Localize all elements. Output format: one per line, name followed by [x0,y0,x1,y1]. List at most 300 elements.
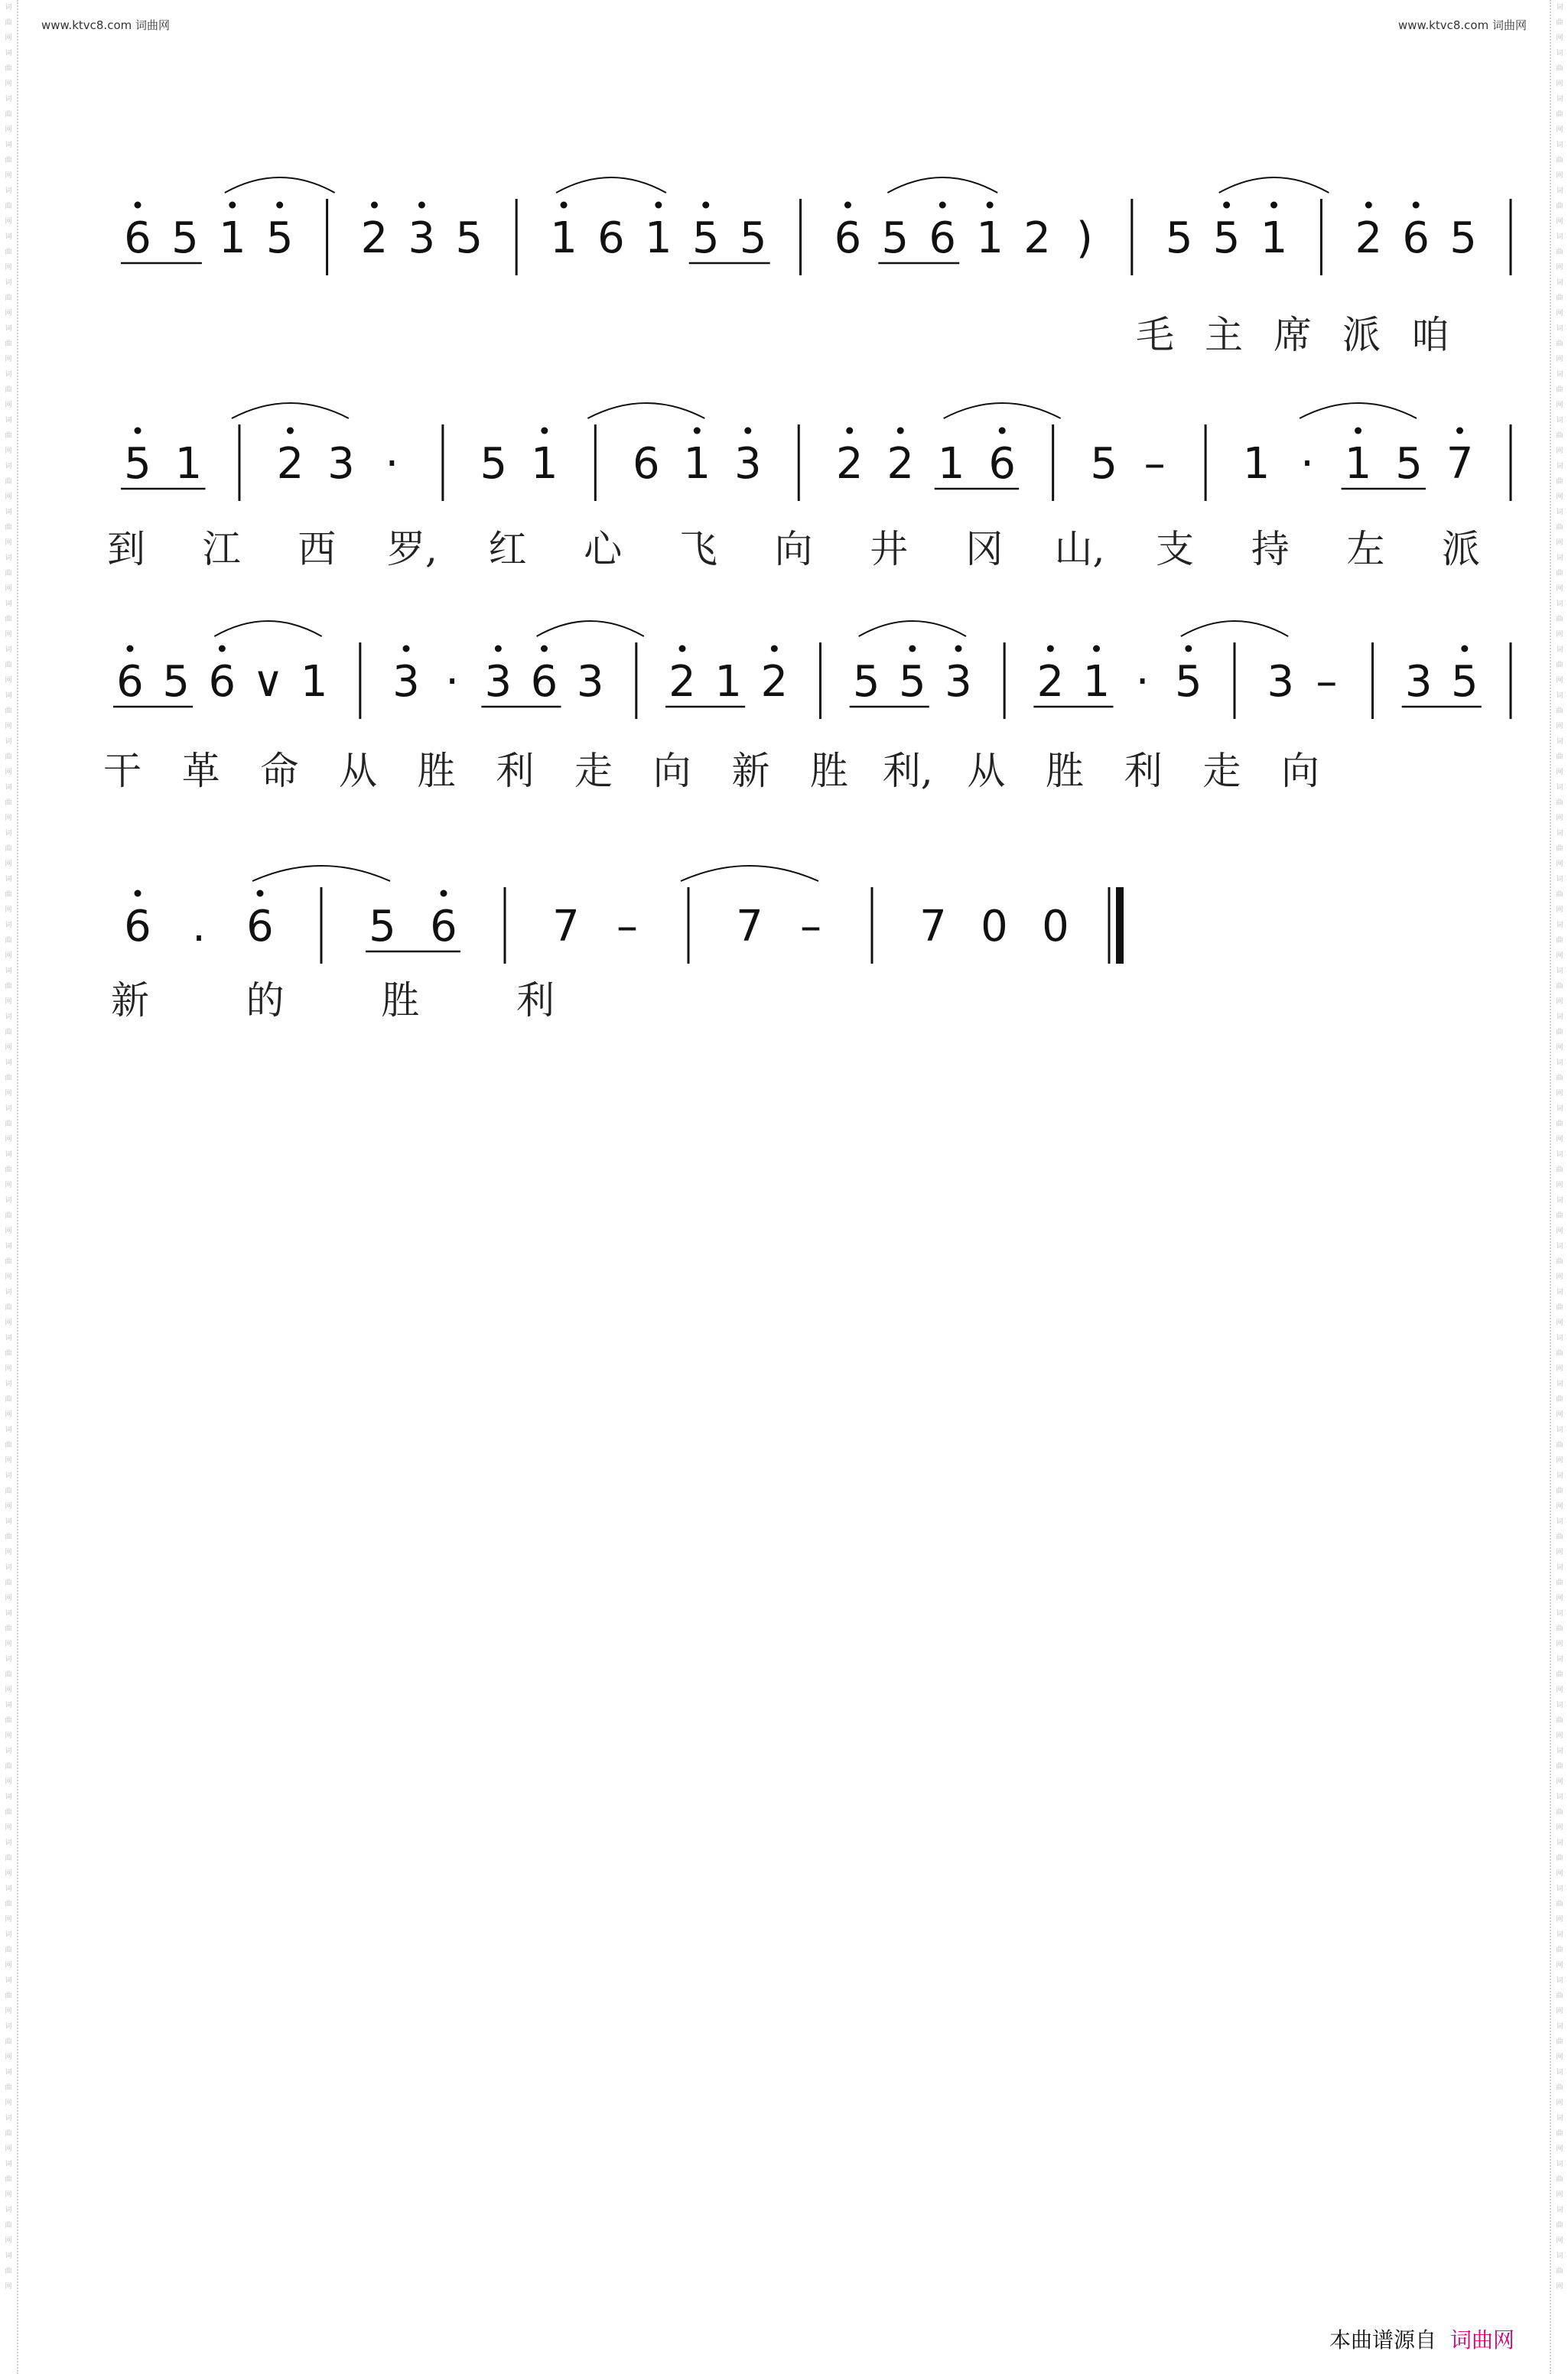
note: 1 [174,439,203,489]
margin-watermark-glyph: 词 [1556,1839,1563,1847]
margin-watermark-glyph: 曲 [1556,1901,1563,1908]
slur [232,403,349,418]
note: 5 [852,657,880,707]
lyric-char: 革 [181,749,220,793]
lyric-char: 心 [584,527,623,571]
note: 2 [1036,657,1065,707]
margin-watermark-glyph: 词 [1556,692,1563,700]
margin-watermark-glyph: 曲 [5,1533,12,1541]
margin-watermark-glyph: 词 [5,646,12,654]
margin-watermark-glyph: 网 [5,1365,12,1373]
note: 5 [1395,439,1423,489]
margin-watermark-glyph: 词 [1556,96,1563,103]
octave-dot [1461,646,1468,652]
note: 0 [981,902,1008,951]
note: 5 [1449,213,1477,263]
margin-watermark-glyph: 网 [1556,1778,1563,1786]
margin-watermark-glyph: 网 [1556,1411,1563,1419]
margin-watermark-glyph: 曲 [5,1488,12,1495]
margin-watermark-glyph: 网 [5,1136,12,1143]
margin-watermark-glyph: 网 [1556,1090,1563,1098]
margin-watermark-glyph: 曲 [1556,570,1563,577]
margin-watermark-glyph: 网 [5,80,12,88]
note: 1 [550,213,577,263]
margin-watermark-glyph: 词 [1556,1335,1563,1342]
margin-watermark-glyph: 词 [1556,509,1563,516]
octave-dot [229,202,236,209]
margin-watermark-glyph: 词 [1556,325,1563,333]
margin-watermark-glyph: 词 [5,830,12,837]
note: 3 [392,657,420,707]
lyric-char: 向 [774,527,813,571]
lyric-char: 山, [1054,527,1105,571]
margin-watermark-glyph: 词 [5,922,12,929]
note: 5 [171,213,199,263]
margin-watermark-glyph: 曲 [1556,1075,1563,1082]
octave-dot [771,646,778,652]
margin-watermark-glyph: 曲 [1556,616,1563,623]
margin-watermark-glyph: 词 [1556,279,1563,287]
lyric-char: 利 [1124,749,1163,793]
margin-watermark-glyph: 曲 [1556,2222,1563,2229]
margin-watermark-glyph: 网 [1556,2054,1563,2061]
note: 2 [669,657,696,707]
octave-dot [897,428,904,434]
margin-watermark-glyph: 曲 [5,845,12,853]
margin-watermark-glyph: 网 [5,402,12,409]
octave-dot [1047,646,1054,652]
margin-watermark-glyph: 曲 [1556,340,1563,348]
margin-watermark-glyph: 曲 [5,249,12,256]
margin-watermark-glyph: 词 [1556,646,1563,654]
note: 3 [1267,657,1294,707]
margin-watermark-glyph: 曲 [1556,1396,1563,1403]
margin-watermark-glyph: 曲 [1556,662,1563,669]
margin-watermark-glyph: 词 [1556,1013,1563,1021]
margin-watermark-glyph: 词 [5,233,12,241]
note: 3 [576,657,604,707]
note: 6 [1402,213,1430,263]
octave-dot [846,428,853,434]
margin-watermark-glyph: 网 [1556,1686,1563,1694]
margin-watermark-glyph: 网 [5,677,12,685]
note: 1 [1242,439,1270,489]
margin-watermark-glyph: 曲 [1556,203,1563,210]
margin-watermark-glyph: 曲 [1556,983,1563,990]
octave-dot [1185,646,1192,652]
margin-watermark-glyph: 网 [5,1778,12,1786]
octave-dot [257,890,264,897]
lyric-char: 利 [516,978,555,1023]
margin-watermark-glyph: 曲 [1556,1671,1563,1679]
margin-watermark-glyph: 曲 [1556,799,1563,807]
margin-watermark-glyph: 词 [1556,967,1563,975]
margin-watermark-glyph: 词 [1556,463,1563,470]
margin-watermark-glyph: 词 [1556,830,1563,837]
lyric-char: 派 [1442,527,1480,571]
margin-watermark-glyph: 词 [5,371,12,379]
margin-watermark-glyph: 网 [1556,172,1563,180]
margin-watermark-glyph: 词 [5,96,12,103]
note: 2 [1355,213,1383,263]
margin-watermark-glyph: 词 [5,463,12,470]
margin-watermark-glyph: 网 [5,1549,12,1556]
margin-watermark-glyph: 曲 [5,2268,12,2275]
margin-watermark-glyph: 词 [1556,1151,1563,1159]
margin-watermark-glyph: 曲 [5,1029,12,1036]
margin-watermark-glyph: 词 [5,417,12,424]
margin-watermark-glyph: 网 [1556,356,1563,363]
margin-watermark-glyph: 词 [1556,1197,1563,1205]
margin-watermark-glyph: 词 [1556,1748,1563,1755]
margin-watermark-glyph: 词 [5,279,12,287]
lyric-char: 命 [260,749,299,793]
margin-watermark-glyph: 词 [1556,50,1563,57]
margin-watermark-glyph: 曲 [5,1258,12,1266]
octave-dot [541,428,548,434]
margin-watermark-glyph: 网 [1556,1595,1563,1602]
margin-watermark-glyph: 曲 [5,2222,12,2229]
margin-watermark-glyph: 曲 [5,1625,12,1633]
margin-watermark-glyph: 网 [5,1686,12,1694]
octave-dot [371,202,378,209]
margin-watermark-glyph: 网 [5,264,12,272]
margin-watermark-glyph: 曲 [1556,1809,1563,1816]
margin-watermark-glyph: 曲 [1556,524,1563,532]
margin-watermark-glyph: 词 [5,876,12,883]
note: 1 [1260,213,1288,263]
note: 7 [1446,439,1474,489]
margin-watermark-glyph: 词 [5,600,12,608]
margin-watermark-glyph: 词 [5,692,12,700]
note: 3 [408,213,436,263]
margin-watermark-glyph: 词 [5,784,12,792]
lyric-char: 井 [870,527,909,571]
margin-watermark-glyph: 网 [5,310,12,317]
header-watermark-left: www.ktvc8.com 词曲网 [41,18,171,32]
lyric-char: 干 [103,749,142,793]
lyric-char: 胜 [417,749,456,793]
margin-watermark-glyph: 网 [1556,493,1563,501]
lyric-char: 从 [967,749,1006,793]
margin-watermark-glyph: 曲 [1556,1212,1563,1220]
margin-watermark-glyph: 网 [5,1641,12,1648]
margin-watermark-glyph: 网 [1556,80,1563,88]
note: 5 [124,439,151,489]
margin-watermark-glyph: 曲 [1556,2038,1563,2046]
margin-watermark-glyph: 网 [1556,1962,1563,1969]
note: – [616,902,638,951]
margin-watermark-glyph: 网 [5,952,12,960]
margin-watermark-glyph: 曲 [5,340,12,348]
margin-watermark-glyph: 词 [1556,1931,1563,1939]
note: 3 [1404,657,1433,707]
margin-watermark-glyph: 网 [1556,998,1563,1006]
margin-watermark-glyph: 曲 [5,1992,12,2000]
margin-watermark-glyph: 网 [5,2099,12,2107]
footer-brand: 词曲网 [1449,2327,1514,2353]
octave-dot [1093,646,1100,652]
margin-watermark-glyph: 网 [5,815,12,822]
margin-watermark-glyph: 曲 [1556,1304,1563,1312]
margin-watermark-glyph: 词 [1556,1656,1563,1663]
margin-watermark-glyph: 词 [5,1151,12,1159]
margin-watermark-glyph: 网 [5,769,12,776]
slur [1300,403,1417,418]
margin-watermark-glyph: 曲 [5,753,12,761]
note: 6 [834,213,862,263]
margin-watermark-glyph: 曲 [1556,2176,1563,2184]
note: 2 [360,213,389,263]
note: 5 [162,657,190,707]
lyric-char: 从 [339,749,377,793]
note: ∨ [252,657,284,707]
margin-watermark-glyph: 词 [5,187,12,195]
margin-watermark-glyph: 曲 [1556,111,1563,119]
margin-watermark-glyph: 词 [1556,784,1563,792]
lyric-char: 罗, [386,527,438,571]
margin-watermark-glyph: 曲 [1556,1625,1563,1633]
margin-watermark-glyph: 网 [5,2191,12,2199]
margin-watermark-glyph: 曲 [5,203,12,210]
margin-watermark-glyph: 词 [5,1885,12,1893]
note: 2 [276,439,304,489]
note: 3 [484,657,512,707]
note: 5 [899,657,926,707]
margin-watermark-glyph: 词 [5,738,12,746]
margin-watermark-glyph: 曲 [1556,845,1563,853]
margin-watermark-glyph: 网 [1556,2191,1563,2199]
margin-watermark-glyph: 曲 [1556,65,1563,73]
slur [587,403,704,418]
margin-watermark-glyph: 曲 [1556,1946,1563,1954]
margin-watermark-glyph: 词 [5,1013,12,1021]
margin-watermark-glyph: 词 [1556,417,1563,424]
note: 5 [691,213,720,263]
margin-watermark-glyph: 曲 [5,1946,12,1954]
margin-watermark-glyph: 曲 [5,386,12,394]
margin-watermark-glyph: 词 [1556,1289,1563,1296]
margin-watermark-glyph: 网 [1556,264,1563,272]
margin-watermark-glyph: 词 [1556,371,1563,379]
margin-watermark-glyph: 网 [5,2237,12,2245]
octave-dot [135,202,142,209]
slur [1219,177,1329,193]
note: 5 [369,902,396,951]
octave-dot [987,202,994,209]
margin-watermark-glyph: 网 [5,1411,12,1419]
margin-watermark-glyph: 曲 [1556,478,1563,486]
lyric-char: 左 [1346,527,1385,571]
lyric-char: 新 [731,749,770,793]
margin-watermark-glyph: 词 [5,2115,12,2122]
margin-watermark-glyph: 网 [5,1319,12,1327]
lyric-char: 胜 [1046,749,1084,793]
margin-watermark-glyph: 词 [5,1977,12,1985]
margin-watermark-glyph: 词 [1556,876,1563,883]
margin-watermark-glyph: 曲 [1556,1855,1563,1862]
margin-watermark-glyph: 网 [1556,677,1563,685]
margin-watermark-glyph: 词 [5,1794,12,1801]
margin-watermark-glyph: 网 [1556,1641,1563,1648]
margin-watermark-glyph: 网 [1556,1503,1563,1511]
margin-watermark-glyph: 词 [5,1289,12,1296]
margin-watermark-glyph: 曲 [5,432,12,440]
lyric-char: 席 [1274,313,1312,357]
note: 6 [246,902,274,951]
margin-watermark-glyph: 网 [1556,2099,1563,2107]
slur [252,866,390,881]
lyric-char: 胜 [810,749,848,793]
margin-watermark-glyph: 曲 [5,19,12,27]
lyric-char: 江 [202,527,241,571]
margin-watermark-glyph: 曲 [5,2176,12,2184]
margin-watermark-glyph: 网 [1556,1182,1563,1189]
margin-watermark-glyph: 网 [1556,1365,1563,1373]
margin-watermark-glyph: 曲 [1556,707,1563,715]
note: – [1316,657,1338,707]
margin-watermark-glyph: 网 [1556,1732,1563,1740]
note: 1 [714,657,742,707]
lyric-char: 胜 [381,978,420,1023]
margin-watermark-glyph: 曲 [5,799,12,807]
note: 3 [734,439,762,489]
octave-dot [702,202,709,209]
note: ) [1076,213,1093,263]
octave-dot [219,646,226,652]
note: 1 [683,439,711,489]
margin-watermark-glyph: 曲 [5,983,12,990]
margin-watermark-glyph: 网 [1556,815,1563,822]
note: 5 [1090,439,1117,489]
note: 6 [124,902,151,951]
octave-dot [135,890,142,897]
lyric-char: 的 [246,978,285,1023]
note: – [1143,439,1166,489]
octave-dot [135,428,142,434]
margin-watermark-glyph: 曲 [1556,249,1563,256]
margin-watermark-glyph: 词 [1556,1243,1563,1250]
margin-watermark-glyph: 网 [5,1457,12,1465]
margin-watermark-glyph: 词 [1556,738,1563,746]
margin-watermark-glyph: 词 [5,2252,12,2260]
slur [556,177,666,193]
margin-watermark-glyph: 词 [1556,187,1563,195]
margin-watermark-glyph: 网 [5,1273,12,1281]
margin-watermark-glyph: 词 [5,2161,12,2168]
margin-watermark-glyph: 网 [1556,769,1563,776]
margin-watermark-glyph: 网 [1556,2145,1563,2153]
lyric-char: 咱 [1411,313,1449,357]
lyric-char: 走 [1202,749,1241,793]
margin-watermark-glyph: 曲 [5,1304,12,1312]
note: 1 [300,657,328,707]
margin-watermark-glyph: 词 [1556,1885,1563,1893]
margin-watermark-glyph: 词 [5,1839,12,1847]
note: 1 [1082,657,1111,707]
lyric-char: 冈 [965,527,1004,571]
margin-watermark-glyph: 词 [1556,554,1563,562]
note: 5 [1212,213,1241,263]
octave-dot [999,428,1006,434]
margin-watermark-glyph: 网 [1556,952,1563,960]
margin-watermark-glyph: 网 [1556,447,1563,455]
margin-watermark-glyph: 词 [5,1059,12,1067]
lyric-char: 毛 [1136,313,1174,357]
note: 5 [480,439,508,489]
octave-dot [1365,202,1372,209]
margin-watermark-glyph: 网 [1556,34,1563,42]
note: – [800,902,821,951]
note: 6 [988,439,1017,489]
margin-watermark-glyph: 词 [1556,1610,1563,1618]
margin-watermark-glyph: 网 [5,1962,12,1969]
note: 5 [1175,657,1202,707]
margin-watermark-glyph: 曲 [5,1075,12,1082]
note: 5 [455,213,483,263]
slur [214,621,321,636]
margin-watermark-glyph: 网 [5,2054,12,2061]
margin-watermark-glyph: 曲 [5,2130,12,2138]
margin-watermark-glyph: 网 [5,723,12,730]
margin-watermark-glyph: 网 [1556,1824,1563,1832]
note: · [1135,657,1150,707]
margin-watermark-glyph: 词 [5,4,12,11]
octave-dot [939,202,946,209]
margin-watermark-glyph: 词 [5,554,12,562]
margin-watermark-glyph: 网 [1556,2237,1563,2245]
margin-watermark-glyph: 网 [1556,402,1563,409]
note: 2 [886,439,915,489]
margin-watermark-glyph: 网 [5,860,12,868]
margin-watermark-glyph: 曲 [1556,1533,1563,1541]
margin-watermark-glyph: 曲 [5,1120,12,1128]
margin-watermark-glyph: 网 [1556,1870,1563,1878]
margin-watermark-glyph: 曲 [5,1763,12,1771]
margin-watermark-glyph: 曲 [5,478,12,486]
note: 2 [760,657,789,707]
margin-watermark-glyph: 词 [1556,1977,1563,1985]
slur [887,177,997,193]
slur [681,866,818,881]
margin-watermark-glyph: 网 [5,218,12,226]
margin-watermark-glyph: 网 [1556,860,1563,868]
margin-watermark-glyph: 词 [5,325,12,333]
note: 7 [919,902,947,951]
note: 5 [739,213,767,263]
margin-watermark-glyph: 网 [5,585,12,593]
margin-watermark-glyph: 词 [5,50,12,57]
margin-watermark-glyph: 网 [5,1732,12,1740]
lyric-char: 利 [496,749,535,793]
margin-watermark-glyph: 网 [5,631,12,639]
slur [225,177,335,193]
margin-watermark-glyph: 词 [1556,1794,1563,1801]
margin-watermark-glyph: 词 [5,1610,12,1618]
margin-watermark-glyph: 曲 [5,1396,12,1403]
margin-watermark-glyph: 词 [5,967,12,975]
octave-dot [679,646,686,652]
lyric-char: 向 [652,749,691,793]
note: 1 [218,213,246,263]
margin-watermark-glyph: 曲 [1556,2268,1563,2275]
margin-watermark-glyph: 网 [5,2283,12,2291]
note: 1 [645,213,672,263]
margin-watermark-glyph: 曲 [5,707,12,715]
margin-watermark-glyph: 词 [1556,2023,1563,2031]
margin-watermark-glyph: 曲 [1556,1992,1563,2000]
margin-watermark-glyph: 曲 [1556,294,1563,302]
